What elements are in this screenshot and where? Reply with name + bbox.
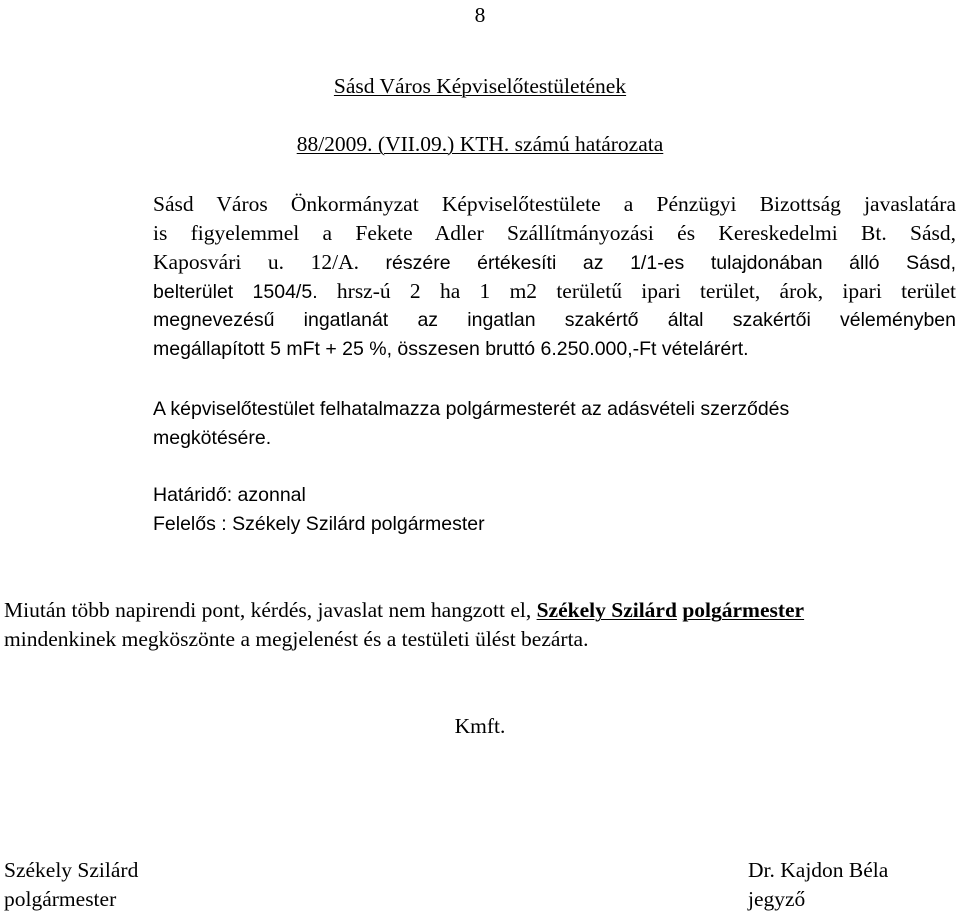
resolution-parcel: belterület 1504/5. bbox=[153, 281, 318, 303]
closing-paragraph bbox=[4, 596, 956, 654]
signature-mayor bbox=[4, 856, 138, 914]
signature-name: Dr. Kajdon Béla bbox=[748, 858, 889, 882]
authorization-line: A képviselőtestület felhatalmazza polgármesterét az adásvételi szerződés bbox=[153, 398, 790, 420]
closing-prefix: Miután több napirendi pont, kérdés, javaslat nem hangzott el, bbox=[4, 598, 532, 622]
resolution-line: Sásd Város Önkormányzat Képviselőtestülete a Pénzügyi Bizottság javaslatára bbox=[153, 192, 956, 216]
decision-number: 88/2009. (VII.09.) KTH. számú határozata bbox=[296, 132, 664, 156]
resolution-address: Kaposvári u. 12/A. bbox=[153, 250, 359, 274]
decision-heading bbox=[0, 130, 960, 159]
document-title bbox=[0, 72, 960, 101]
closing-line: mindenkinek megköszönte a megjelenést és a testületi ülést bezárta. bbox=[4, 627, 589, 651]
signature-role: jegyző bbox=[748, 887, 806, 911]
page-number: 8 bbox=[474, 3, 486, 27]
closing-line bbox=[4, 596, 956, 625]
resolution-line: is figyelemmel a Fekete Adler Szállítmányozási és Kereskedelmi Bt. Sásd, bbox=[153, 221, 956, 245]
resolution-text bbox=[153, 190, 956, 364]
resolution-line: megnevezésű ingatlanát az ingatlan szakértő által szakértői véleményben bbox=[153, 309, 956, 331]
kmft-label: Kmft. bbox=[454, 714, 506, 738]
resolution-sale-text: részére értékesíti az 1/1-es tulajdonában álló Sásd, bbox=[385, 252, 956, 274]
resolution-parcel-details: hrsz-ú 2 ha 1 m2 területű ipari terület, árok, ipari terület bbox=[336, 279, 956, 303]
signature-role: polgármester bbox=[4, 887, 117, 911]
resolution-line: megállapított 5 mFt + 25 %, összesen bruttó 6.250.000,-Ft vételárért. bbox=[153, 338, 749, 360]
authorization-line: megkötésére. bbox=[153, 427, 272, 449]
signature-notary bbox=[748, 856, 888, 914]
authorization-paragraph bbox=[153, 395, 956, 453]
resolution-line bbox=[153, 277, 956, 306]
responsible-person: Felelős : Székely Szilárd polgármester bbox=[153, 513, 485, 535]
mayor-title: polgármester bbox=[682, 598, 805, 622]
council-title: Sásd Város Képviselőtestületének bbox=[333, 74, 627, 98]
mayor-name: Székely Szilárd bbox=[536, 598, 677, 622]
resolution-line bbox=[153, 248, 956, 277]
signature-name: Székely Szilárd bbox=[4, 858, 139, 882]
deadline: Határidő: azonnal bbox=[153, 484, 306, 506]
